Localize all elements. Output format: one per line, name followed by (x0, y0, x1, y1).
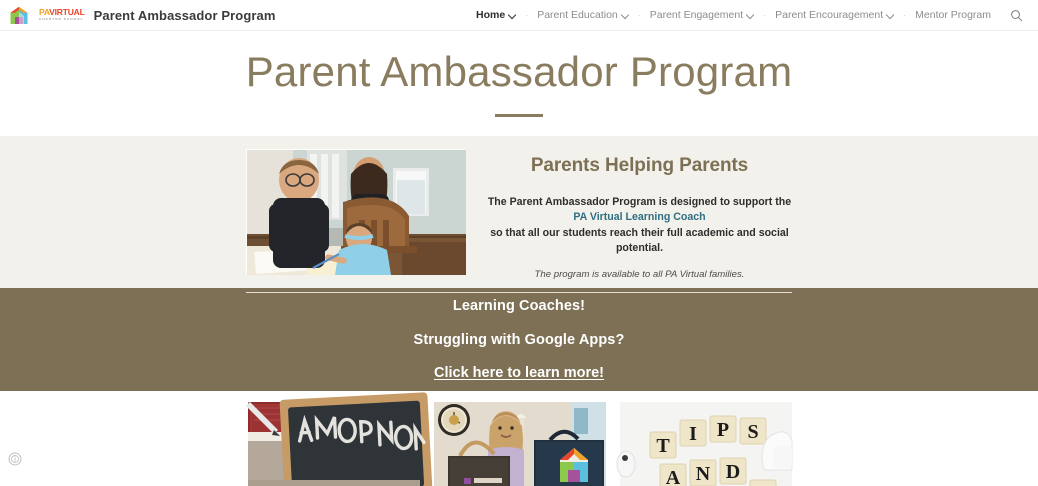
svg-text:N: N (695, 463, 711, 485)
intro-content (246, 149, 792, 280)
intro-paragraph (487, 195, 792, 256)
intro-paragraph-line1: The Parent Ambassador Program is designed to support the (487, 196, 792, 208)
nav-item-parent-engagement[interactable] (641, 9, 763, 21)
intro-text-block (465, 149, 792, 280)
intro-heading: Parents Helping Parents (530, 155, 749, 176)
hero-divider (495, 114, 543, 117)
nav-separator: · (637, 10, 641, 20)
brand-word-virtual: VIRTUAL (49, 7, 85, 18)
parents-helping-photo (246, 149, 465, 274)
section-divider (246, 292, 792, 293)
brand-word-pa: PA (39, 7, 50, 18)
brand-word-subtitle: CHARTER SCHOOL (39, 17, 84, 22)
nav-item-parent-encouragement-label: Parent Encouragement (775, 9, 884, 21)
svg-text:D: D (725, 461, 741, 483)
svg-text:I: I (689, 423, 697, 445)
banner-line-1: Learning Coaches! (452, 298, 586, 314)
site-title: Parent Ambassador Program (93, 7, 276, 23)
pavirtual-house-logo-icon (8, 5, 30, 26)
svg-text:T: T (656, 435, 670, 457)
chevron-down-icon (887, 11, 894, 18)
nav-item-home[interactable] (467, 9, 525, 21)
intro-section (0, 136, 1038, 288)
nav-item-mentor-program[interactable] (906, 9, 1000, 21)
search-icon[interactable] (1008, 7, 1024, 23)
brand-wordmark (39, 8, 85, 21)
intro-paragraph-line2: so that all our students reach their full academic and social (490, 226, 789, 239)
site-brand[interactable] (8, 5, 85, 26)
banner-line-2: Struggling with Google Apps? (413, 332, 625, 348)
svg-text:P: P (716, 419, 730, 441)
feature-cards-row (0, 391, 1038, 485)
intro-paragraph-line3: potential. (615, 241, 664, 254)
chevron-down-icon (747, 11, 754, 18)
svg-text:A: A (665, 467, 681, 486)
nav-item-parent-education-label: Parent Education (537, 9, 618, 21)
nav-separator: · (903, 10, 907, 20)
chevron-down-icon (622, 11, 629, 18)
pa-virtual-learning-coach-link[interactable]: PA Virtual Learning Coach (573, 211, 706, 224)
nav-item-parent-education[interactable] (528, 9, 638, 21)
hero-section (0, 31, 1038, 136)
card-tips-and-tricks[interactable] (619, 401, 791, 485)
top-navigation-bar (0, 0, 1038, 31)
banner-cta-link[interactable]: Click here to learn more! (433, 365, 605, 381)
nav-item-parent-engagement-label: Parent Engagement (649, 9, 744, 21)
intro-availability-note: The program is available to all PA Virtual families. (534, 269, 745, 280)
nav-item-mentor-program-label: Mentor Program (915, 9, 991, 21)
card-mentoring[interactable] (247, 401, 419, 485)
nav-item-home-label: Home (476, 9, 506, 21)
svg-text:S: S (747, 421, 759, 443)
card-tote-bags[interactable] (433, 401, 605, 485)
page-title: Parent Ambassador Program (245, 48, 793, 96)
chevron-down-icon (509, 11, 516, 18)
google-apps-banner (0, 288, 1038, 391)
accessibility-widget-button[interactable] (8, 452, 22, 466)
nav-separator: · (525, 10, 529, 20)
nav-separator: · (763, 10, 767, 20)
nav-item-parent-encouragement[interactable] (766, 9, 903, 21)
main-nav (467, 7, 1024, 23)
